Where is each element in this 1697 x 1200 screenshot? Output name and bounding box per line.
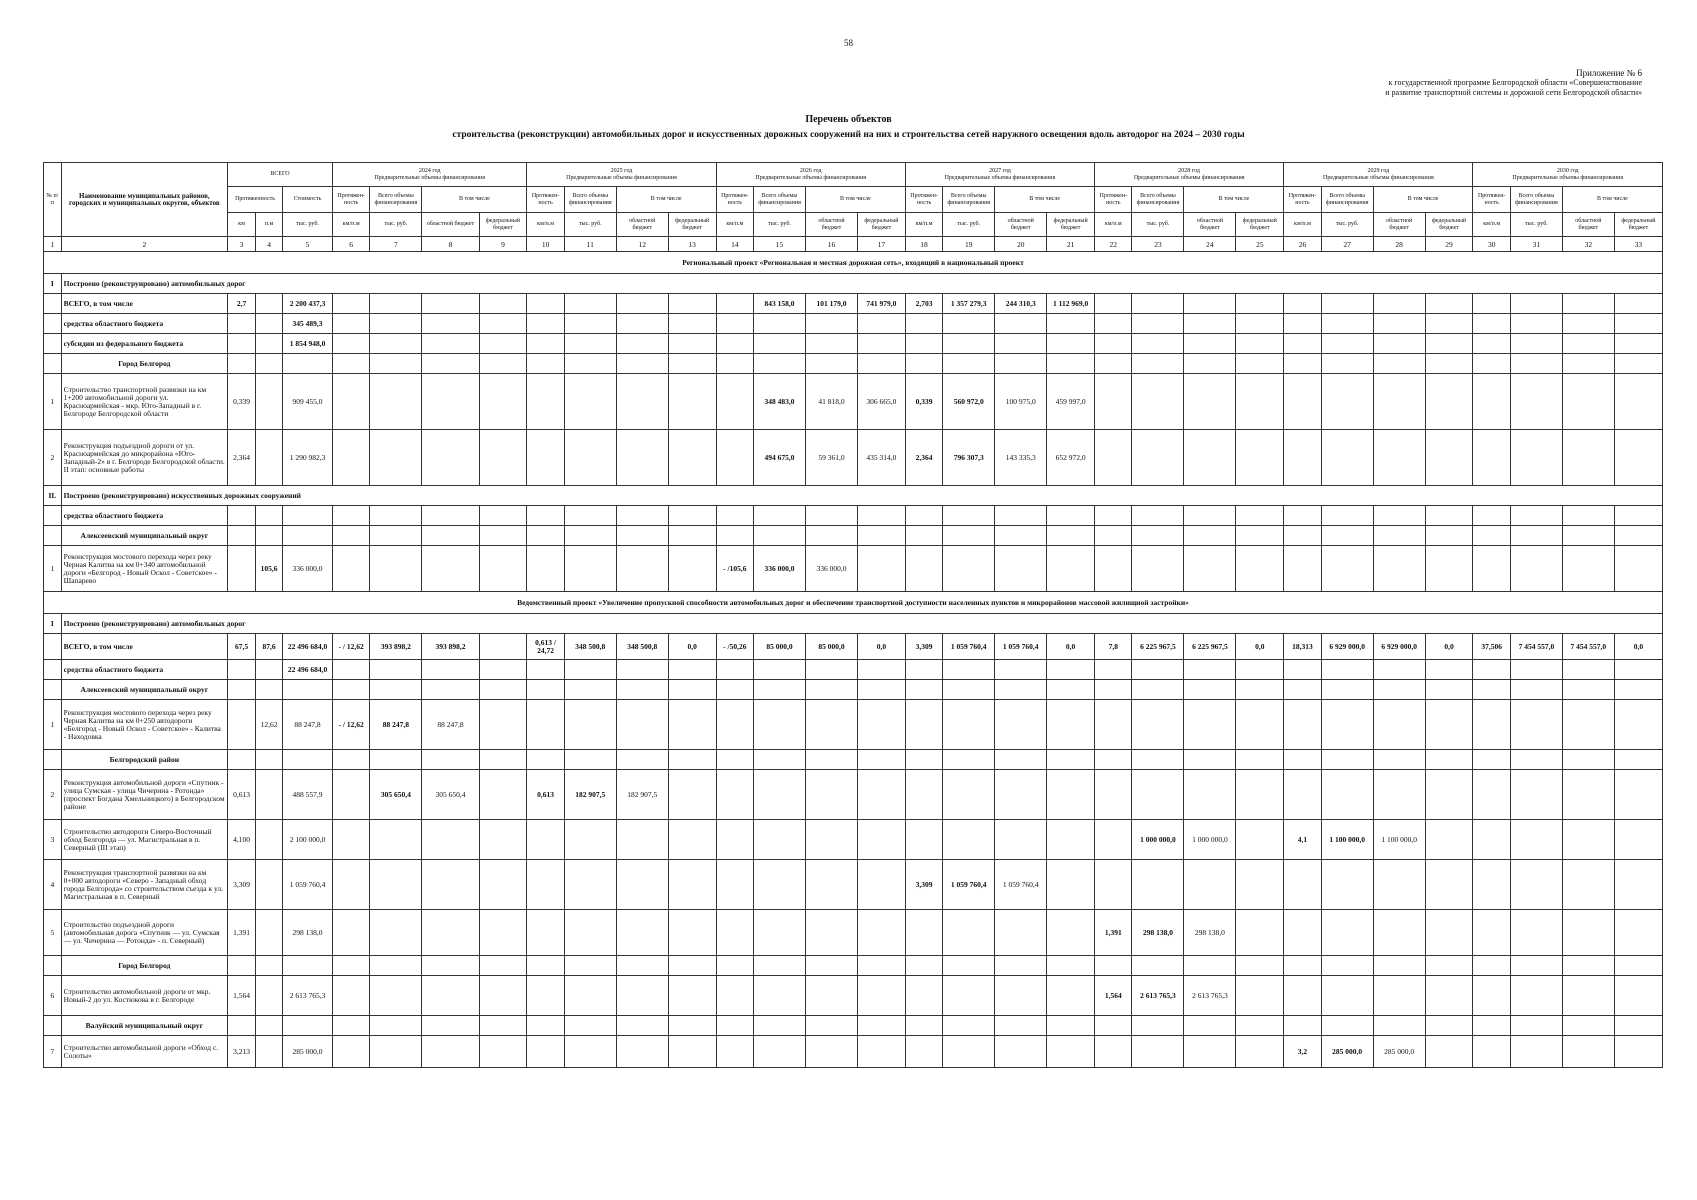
cell-value: 1 059 760,4 [995, 634, 1047, 660]
municipality-title: Белгородский район [61, 750, 227, 770]
header-including: В том числе [806, 187, 906, 213]
column-number: 2 [61, 237, 227, 252]
cell-value: 560 972,0 [943, 374, 995, 430]
column-number: 31 [1510, 237, 1562, 252]
object-name: Реконструкция автомобильной дороги «Спутник - улица Сумская - улица Чичерина - Ротонда» (проспект Богдана Хмельницкого) в Белгородском районе [61, 770, 227, 820]
cell-value: - / 12,62 [332, 634, 369, 660]
cell-value: 0,0 [1425, 634, 1473, 660]
table-row [44, 1036, 1663, 1068]
cell-value: 88 247,8 [283, 700, 333, 750]
header-fed: федеральный бюджет [1614, 213, 1662, 237]
cell-value: 336 000,0 [806, 546, 858, 592]
table-row [44, 700, 1663, 750]
cell-value: 3,2 [1284, 1036, 1321, 1068]
header-unit-pm: п.м [256, 213, 283, 237]
column-number: 17 [857, 237, 905, 252]
column-number: 16 [806, 237, 858, 252]
cell-value: 1,391 [1095, 910, 1132, 956]
row-number: 1 [44, 700, 62, 750]
object-name: Строительство автодороги Северо-Восточный обход Белгорода — ул. Магистральная в п. Северный (III этап) [61, 820, 227, 860]
object-name: Строительство автомобильной дороги от мкр. Новый-2 до ул. Костюкова в г. Белгороде [61, 976, 227, 1016]
cell-value: 6 225 967,5 [1132, 634, 1184, 660]
header-year-2029: 2029 год Предварительные объемы финансирования [1284, 163, 1473, 187]
row-number: 4 [44, 860, 62, 910]
header-cost: Стоимость [283, 187, 333, 213]
row-label: средства областного бюджета [61, 314, 227, 334]
cell-value: 336 000,0 [283, 546, 333, 592]
header-unit-tr: тыс. руб. [370, 213, 422, 237]
header-including: В том числе [1184, 187, 1284, 213]
table-row [44, 634, 1663, 660]
header-unit-tr: тыс. руб. [1510, 213, 1562, 237]
cell-value: 1 059 760,4 [283, 860, 333, 910]
header-including: В том числе [1562, 187, 1662, 213]
cell-value: 4,1 [1284, 820, 1321, 860]
header-obl: областной бюджет [995, 213, 1047, 237]
row-number: 3 [44, 820, 62, 860]
cell-value: 0,0 [1047, 634, 1095, 660]
column-number: 33 [1614, 237, 1662, 252]
cell-value: - /105,6 [716, 546, 753, 592]
header-year-length: Протяжен-ность [1284, 187, 1321, 213]
appendix-title: Приложение № 6 [1576, 68, 1642, 78]
header-unit-kmpm: км/п.м [332, 213, 369, 237]
cell-value: 0,613 [527, 770, 564, 820]
cell-value: 22 496 684,0 [283, 634, 333, 660]
cell-value: 0,0 [1614, 634, 1662, 660]
table-row [44, 976, 1663, 1016]
cell-value: 6 929 000,0 [1321, 634, 1373, 660]
cell-value: 3,213 [228, 1036, 256, 1068]
column-number: 3 [228, 237, 256, 252]
table-row [44, 910, 1663, 956]
column-number: 4 [256, 237, 283, 252]
header-fed: федеральный бюджет [668, 213, 716, 237]
cell-value: 2 200 437,3 [283, 294, 333, 314]
header-unit-tr: тыс. руб. [564, 213, 616, 237]
column-number: 12 [616, 237, 668, 252]
cell-value: 6 225 967,5 [1184, 634, 1236, 660]
cell-value: 105,6 [256, 546, 283, 592]
cell-value: 3,309 [905, 634, 942, 660]
header-year-length: Протяжен-ность [716, 187, 753, 213]
municipality-title: Город Белгород [61, 354, 227, 374]
object-name: Строительство транспортной развязки на км 1+200 автомобильной дороги ул. Красноармейская - мкр. Юго-Западный в г. Белгороде Белгородской области [61, 374, 227, 430]
cell-value: 488 557,9 [283, 770, 333, 820]
cell-value: 37,506 [1473, 634, 1510, 660]
header-unit-tr: тыс. руб. [754, 213, 806, 237]
column-number: 8 [422, 237, 479, 252]
header-unit-kmpm: км/п.м [527, 213, 564, 237]
cell-value: 285 000,0 [1321, 1036, 1373, 1068]
cell-value: - / 12,62 [332, 700, 369, 750]
header-unit-kmpm: км/п.м [1095, 213, 1132, 237]
column-number: 5 [283, 237, 333, 252]
appendix-line-2: и развитие транспортной системы и дорожной сети Белгородской области» [1385, 88, 1642, 97]
cell-value: 2 100 000,0 [283, 820, 333, 860]
row-label: средства областного бюджета [61, 506, 227, 526]
header-fed: федеральный бюджет [857, 213, 905, 237]
cell-value: 843 158,0 [754, 294, 806, 314]
cell-value: 298 138,0 [1132, 910, 1184, 956]
cell-value: 7 454 557,0 [1510, 634, 1562, 660]
project-title: Ведомственный проект «Увеличение пропускной способности автомобильных дорог и обеспечение транспортной доступности населенных пунктов и микрорайонов массовой жилищной застройки» [44, 592, 1663, 614]
section-title: Построено (реконструировано) искусственных дорожных сооружений [61, 486, 1662, 506]
row-number: 1 [44, 546, 62, 592]
cell-value: 1 000 000,0 [1184, 820, 1236, 860]
header-year-volume: Всего объемы финансирования [754, 187, 806, 213]
table-row [44, 546, 1663, 592]
cell-value: 0,613 [228, 770, 256, 820]
cell-value: 336 000,0 [754, 546, 806, 592]
cell-value: 796 307,3 [943, 430, 995, 486]
header-fed: федеральный бюджет [1236, 213, 1284, 237]
cell-value: 2,703 [905, 294, 942, 314]
header-year-length: Протяжен-ность [527, 187, 564, 213]
cell-value: 88 247,8 [422, 700, 479, 750]
appendix-line-1: к государственной программе Белгородской области «Совершенствование [1388, 78, 1642, 87]
header-unit-tr: тыс. руб. [283, 213, 333, 237]
column-number: 29 [1425, 237, 1473, 252]
column-number: 1 [44, 237, 62, 252]
column-number: 30 [1473, 237, 1510, 252]
column-number: 6 [332, 237, 369, 252]
object-name: Реконструкция транспортной развязки на км 0+000 автодороги «Северо - Западный обход города Белгорода» со строительством съезда к ул. Магистральная в п. Северный [61, 860, 227, 910]
cell-value: 494 675,0 [754, 430, 806, 486]
header-year-length: Протяжен-ность [1473, 187, 1510, 213]
row-label: средства областного бюджета [61, 660, 227, 680]
cell-value: 652 972,0 [1047, 430, 1095, 486]
municipality-title: Алексеевский муниципальный округ [61, 526, 227, 546]
cell-value: 3,309 [228, 860, 256, 910]
header-including: В том числе [616, 187, 716, 213]
object-name: Реконструкция мостового перехода через реку Черная Калитва на км 0+250 автодороги «Белгород - Новый Оскол - Советское» - Калитва - Находовка [61, 700, 227, 750]
cell-value: 2,364 [228, 430, 256, 486]
column-number: 11 [564, 237, 616, 252]
cell-value: 1 854 948,0 [283, 334, 333, 354]
cell-value: 2,364 [905, 430, 942, 486]
header-length: Протяженность [228, 187, 283, 213]
column-number: 25 [1236, 237, 1284, 252]
cell-value: 0,0 [668, 634, 716, 660]
header-including: В том числе [422, 187, 527, 213]
header-year-length: Протяжен-ность [1095, 187, 1132, 213]
table-row [44, 294, 1663, 314]
header-fed: федеральный бюджет [1425, 213, 1473, 237]
header-including: В том числе [995, 187, 1095, 213]
cell-value: 305 650,4 [422, 770, 479, 820]
cell-value: 2 613 765,3 [1184, 976, 1236, 1016]
cell-value: 0,613 / 24,72 [527, 634, 564, 660]
header-including: В том числе [1373, 187, 1473, 213]
cell-value: 3,309 [905, 860, 942, 910]
cell-value: 348 500,8 [564, 634, 616, 660]
cell-value: 909 455,0 [283, 374, 333, 430]
cell-value: 1 112 969,0 [1047, 294, 1095, 314]
header-year-2027: 2027 год Предварительные объемы финансирования [905, 163, 1094, 187]
cell-value: 1,564 [1095, 976, 1132, 1016]
object-name: Реконструкция мостового перехода через реку Черная Калитва на км 0+340 автомобильной дороги «Белгород - Новый Оскол - Советское» - Шапарево [61, 546, 227, 592]
header-unit-kmpm: км/п.м [905, 213, 942, 237]
cell-value: 85 000,0 [754, 634, 806, 660]
column-number: 21 [1047, 237, 1095, 252]
header-year-volume: Всего объемы финансирования [943, 187, 995, 213]
row-number: 5 [44, 910, 62, 956]
row-label: ВСЕГО, в том числе [61, 634, 227, 660]
cell-value: 7,8 [1095, 634, 1132, 660]
cell-value: 298 138,0 [1184, 910, 1236, 956]
header-year-volume: Всего объемы финансирования [564, 187, 616, 213]
header-year-length: Протяжен-ность [905, 187, 942, 213]
header-year-length: Протяжен-ность [332, 187, 369, 213]
section-number: I [44, 614, 62, 634]
column-number: 18 [905, 237, 942, 252]
column-number: 9 [479, 237, 527, 252]
header-year-2028: 2028 год Предварительные объемы финансирования [1095, 163, 1284, 187]
row-number: 2 [44, 770, 62, 820]
header-unit-kmpm: км/п.м [1284, 213, 1321, 237]
table-row [44, 660, 1663, 680]
section-title: Построено (реконструировано) автомобильных дорог [61, 614, 1662, 634]
municipality-title: Валуйский муниципальный округ [61, 1016, 227, 1036]
cell-value: 12,62 [256, 700, 283, 750]
cell-value: 2 613 765,3 [1132, 976, 1184, 1016]
municipality-title: Алексеевский муниципальный округ [61, 680, 227, 700]
header-obl: областной бюджет [1373, 213, 1425, 237]
cell-value: 85 000,0 [806, 634, 858, 660]
header-name: Наименование муниципальных районов, городских и муниципальных округов, объектов [61, 163, 227, 237]
header-year-2025: 2025 год Предварительные объемы финансирования [527, 163, 716, 187]
cell-value: 285 000,0 [1373, 1036, 1425, 1068]
cell-value: 393 898,2 [370, 634, 422, 660]
table-row [44, 334, 1663, 354]
table-row [44, 430, 1663, 486]
table-row [44, 770, 1663, 820]
column-number: 20 [995, 237, 1047, 252]
object-name: Строительство подъездной дороги (автомобильная дорога «Спутник — ул. Сумская — ул. Чичерина — Ротонда» - п. Северный) [61, 910, 227, 956]
table-row [44, 820, 1663, 860]
row-number: 1 [44, 374, 62, 430]
cell-value: 1 059 760,4 [995, 860, 1047, 910]
page-number: 58 [844, 38, 853, 48]
cell-value: 88 247,8 [370, 700, 422, 750]
column-number: 32 [1562, 237, 1614, 252]
cell-value: 0,0 [1236, 634, 1284, 660]
header-unit-tr: тыс. руб. [1321, 213, 1373, 237]
cell-value: 459 997,0 [1047, 374, 1095, 430]
cell-value: 182 907,5 [616, 770, 668, 820]
column-number: 19 [943, 237, 995, 252]
cell-value: 1 290 982,3 [283, 430, 333, 486]
cell-value: 101 179,0 [806, 294, 858, 314]
cell-value: 6 929 000,0 [1373, 634, 1425, 660]
cell-value: 348 483,0 [754, 374, 806, 430]
column-number: 27 [1321, 237, 1373, 252]
municipality-title: Город Белгород [61, 956, 227, 976]
row-label: субсидии из федерального бюджета [61, 334, 227, 354]
table-row [44, 506, 1663, 526]
cell-value: 1 100 000,0 [1321, 820, 1373, 860]
table-row [44, 860, 1663, 910]
header-year-volume: Всего объемы финансирования [1321, 187, 1373, 213]
row-number: 7 [44, 1036, 62, 1068]
header-fed: федеральный бюджет [1047, 213, 1095, 237]
cell-value: 345 489,3 [283, 314, 333, 334]
cell-value: 18,313 [1284, 634, 1321, 660]
cell-value: 393 898,2 [422, 634, 479, 660]
cell-value: 143 335,3 [995, 430, 1047, 486]
project-title: Региональный проект «Региональная и местная дорожная сеть», входящий в национальный проект [44, 252, 1663, 274]
table-row [44, 374, 1663, 430]
cell-value: 2,7 [228, 294, 256, 314]
header-year-2026: 2026 год Предварительные объемы финансирования [716, 163, 905, 187]
object-name: Реконструкция подъездной дороги от ул. Красноармейская до микрорайона «Юго-Западный-2» в г. Белгороде Белгородской области. II этап: основные работы [61, 430, 227, 486]
document-heading [0, 114, 1697, 140]
cell-value: 741 979,0 [857, 294, 905, 314]
header-total: ВСЕГО [228, 163, 333, 187]
header-obl: областной бюджет [1562, 213, 1614, 237]
section-number: II. [44, 486, 62, 506]
header-fed: федеральный бюджет [479, 213, 527, 237]
document-title: Перечень объектов [805, 114, 892, 125]
table-row [44, 314, 1663, 334]
row-label: ВСЕГО, в том числе [61, 294, 227, 314]
cell-value: 306 665,0 [857, 374, 905, 430]
cell-value: 1 357 279,3 [943, 294, 995, 314]
header-obl: областной бюджет [806, 213, 858, 237]
cell-value: 100 975,0 [995, 374, 1047, 430]
column-number: 15 [754, 237, 806, 252]
cell-value: 285 000,0 [283, 1036, 333, 1068]
header-unit-kmpm: км/п.м [1473, 213, 1510, 237]
cell-value: - /50,26 [716, 634, 753, 660]
section-title: Построено (реконструировано) автомобильных дорог [61, 274, 1662, 294]
section-number: I [44, 274, 62, 294]
header-unit-tr: тыс. руб. [1132, 213, 1184, 237]
column-number: 10 [527, 237, 564, 252]
cell-value: 0,339 [905, 374, 942, 430]
header-obl: областной бюджет [616, 213, 668, 237]
cell-value: 0,0 [857, 634, 905, 660]
header-unit-tr: тыс. руб. [943, 213, 995, 237]
cell-value: 87,6 [256, 634, 283, 660]
cell-value: 298 138,0 [283, 910, 333, 956]
header-unit-kmpm: км/п.м [716, 213, 753, 237]
header-year-volume: Всего объемы финансирования [1132, 187, 1184, 213]
column-number: 28 [1373, 237, 1425, 252]
cell-value: 22 496 684,0 [283, 660, 333, 680]
header-year-2024: 2024 год Предварительные объемы финансирования [332, 163, 526, 187]
appendix-block [1385, 68, 1642, 98]
column-number: 24 [1184, 237, 1236, 252]
object-name: Строительство автомобильной дороги «Обход с. Солоты» [61, 1036, 227, 1068]
header-obl: областной бюджет [422, 213, 479, 237]
objects-table [43, 162, 1663, 1068]
cell-value: 67,5 [228, 634, 256, 660]
cell-value: 1 100 000,0 [1373, 820, 1425, 860]
cell-value: 348 500,8 [616, 634, 668, 660]
cell-value: 1,391 [228, 910, 256, 956]
row-number: 6 [44, 976, 62, 1016]
cell-value: 41 818,0 [806, 374, 858, 430]
cell-value: 305 650,4 [370, 770, 422, 820]
cell-value: 7 454 557,0 [1562, 634, 1614, 660]
column-number: 14 [716, 237, 753, 252]
cell-value: 182 907,5 [564, 770, 616, 820]
column-number: 22 [1095, 237, 1132, 252]
column-number: 13 [668, 237, 716, 252]
cell-value: 1,564 [228, 976, 256, 1016]
column-number: 26 [1284, 237, 1321, 252]
cell-value: 0,339 [228, 374, 256, 430]
column-number-row [44, 237, 1663, 252]
cell-value: 4,100 [228, 820, 256, 860]
column-number: 7 [370, 237, 422, 252]
column-number: 23 [1132, 237, 1184, 252]
cell-value: 1 059 760,4 [943, 860, 995, 910]
document-subtitle: строительства (реконструкции) автомобильных дорог и искусственных дорожных сооружений на них и строительства сетей наружного освещения вдоль автодорог на 2024 – 2030 годы [452, 130, 1245, 140]
header-no: № п/п [44, 163, 62, 237]
cell-value: 2 613 765,3 [283, 976, 333, 1016]
cell-value: 1 000 000,0 [1132, 820, 1184, 860]
header-obl: областной бюджет [1184, 213, 1236, 237]
header-year-volume: Всего объемы финансирования [370, 187, 422, 213]
cell-value: 1 059 760,4 [943, 634, 995, 660]
header-unit-km: км [228, 213, 256, 237]
header-year-volume: Всего объемы финансирования [1510, 187, 1562, 213]
cell-value: 435 314,0 [857, 430, 905, 486]
cell-value: 244 310,3 [995, 294, 1047, 314]
row-number: 2 [44, 430, 62, 486]
cell-value: 59 361,0 [806, 430, 858, 486]
header-year-2030: 2030 год Предварительные объемы финансирования [1473, 163, 1663, 187]
